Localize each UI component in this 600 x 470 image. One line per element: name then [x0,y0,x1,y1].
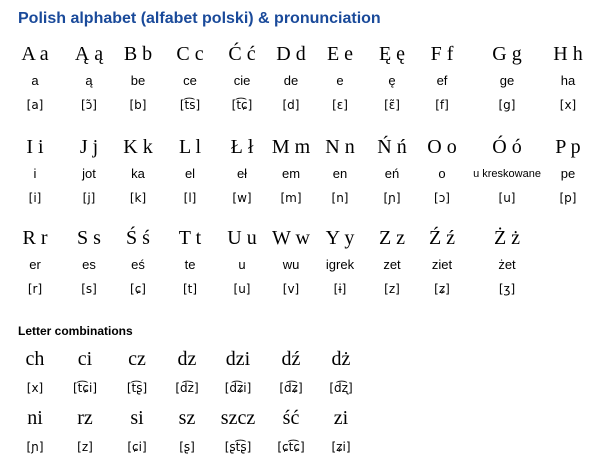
letter-name: żet [498,257,516,272]
letter-ipa: [ɔ̃] [81,98,97,112]
letter-ipa: [g] [498,98,516,112]
combination-ipa: [ʂ] [179,440,195,454]
combination-letters: ci [77,348,93,370]
combination-cell [7,346,63,398]
letter-glyph: Ę ę [378,43,406,65]
letter-ipa: [ʑ] [434,282,450,296]
letter-glyph: F f [430,43,454,65]
letter-cell [164,225,216,299]
page-title: Polish alphabet (alfabet polski) & pronunciation [18,10,381,27]
letter-glyph: Ó ó [492,136,522,158]
letter-ipa: [z] [384,282,400,296]
letter-name: ef [436,73,448,88]
combination-cell [109,405,165,457]
letter-cell [265,225,317,299]
combination-ipa: [t͡ʂ] [126,381,148,395]
letter-name: zet [383,257,401,272]
combination-ipa: [ʑi] [331,440,351,454]
combination-ipa: [z] [77,440,93,454]
letter-name: wu [282,257,300,272]
combination-ipa: [ɕt͡ɕ] [277,440,305,454]
letter-cell [9,225,61,299]
letter-ipa: [u] [498,191,516,205]
letter-cell [112,41,164,115]
letter-glyph: J j [79,136,99,158]
letter-glyph: K k [123,136,153,158]
letter-glyph: A a [21,43,49,65]
letter-cell [164,41,216,115]
letter-ipa: [l] [183,191,197,205]
combination-letters: dzi [225,348,251,370]
letter-ipa: [ɛ̃] [384,98,400,112]
letter-ipa: [d] [282,98,300,112]
combination-letters: rz [77,407,93,429]
combination-ipa: [t͡ɕi] [73,381,97,395]
letter-glyph: Ć ć [228,43,256,65]
letter-name: el [184,166,196,181]
letter-cell [481,41,533,115]
letter-glyph: M m [271,136,311,158]
combination-cell [263,346,319,398]
letter-name: eń [384,166,400,181]
combination-letters: ść [282,407,300,429]
letter-name: eł [236,166,248,181]
letter-cell [265,134,317,208]
combination-letters: dź [281,348,301,370]
letter-glyph: Ł ł [230,136,254,158]
letter-glyph: I i [26,136,44,158]
letter-name: o [438,166,446,181]
letter-glyph: B b [123,43,153,65]
letter-cell [63,225,115,299]
letter-glyph: P p [555,136,581,158]
letter-name: de [283,73,299,88]
letter-name: ą [85,73,93,88]
letter-glyph: O o [427,136,457,158]
combination-cell [210,405,266,457]
letter-cell [416,41,468,115]
letter-name: jot [82,166,96,181]
letter-glyph: L l [178,136,202,158]
letter-cell [366,41,418,115]
letter-ipa: [t] [182,282,198,296]
combination-ipa: [d͡ʑi] [224,381,252,395]
letter-ipa: [ɕ] [130,282,146,296]
letter-glyph: T t [178,227,202,249]
letter-glyph: Ą ą [74,43,104,65]
letter-ipa: [ɔ] [434,191,450,205]
combination-cell [313,405,369,457]
combination-ipa: [d͡z] [175,381,199,395]
letter-cell [164,134,216,208]
letter-ipa: [a] [26,98,44,112]
letter-ipa: [x] [559,98,577,112]
letter-glyph: W w [272,227,310,249]
letter-glyph: E e [326,43,354,65]
combination-letters: ch [25,348,45,370]
letter-cell [314,134,366,208]
letter-ipa: [m] [280,191,302,205]
combination-cell [7,405,63,457]
letter-ipa: [w] [232,191,252,205]
letter-ipa: [ʒ] [498,282,516,296]
letter-ipa: [r] [27,282,43,296]
letter-ipa: [t͡s] [179,98,201,112]
letter-name: a [31,73,39,88]
letter-name: en [332,166,348,181]
combination-cell [210,346,266,398]
letter-name: e [336,73,344,88]
letter-cell [216,225,268,299]
letter-ipa: [ɛ] [332,98,348,112]
letter-glyph: Y y [325,227,355,249]
letter-cell [366,134,418,208]
combination-cell [263,405,319,457]
combination-ipa: [d͡ʑ] [279,381,303,395]
letter-glyph: Z z [378,227,406,249]
letter-glyph: U u [227,227,257,249]
letter-ipa: [u] [233,282,251,296]
letter-cell [63,41,115,115]
letter-glyph: Ś ś [126,227,150,249]
letter-ipa: [p] [559,191,577,205]
letter-ipa: [k] [129,191,147,205]
combination-letters: cz [128,348,146,370]
letter-name: ge [499,73,515,88]
letter-glyph: N n [325,136,355,158]
letter-name: er [29,257,41,272]
combination-ipa: [ɲ] [26,440,44,454]
letter-name: ce [183,73,197,88]
letter-ipa: [j] [82,191,96,205]
letter-name: u kreskowane [473,168,541,180]
letter-cell [481,225,533,299]
combination-cell [57,346,113,398]
combination-letters: zi [333,407,349,429]
letter-cell [314,225,366,299]
letter-glyph: Ż ż [493,227,521,249]
letter-name: ha [560,73,576,88]
letter-name: igrek [325,257,355,272]
letter-name: ziet [431,257,453,272]
combination-letters: si [130,407,144,429]
letter-name: be [130,73,146,88]
combination-ipa: [ɕi] [127,440,147,454]
letter-cell [542,41,594,115]
combination-cell [159,405,215,457]
letter-name: cie [233,73,251,88]
letter-cell [314,41,366,115]
letter-ipa: [ɲ] [383,191,401,205]
letter-name: es [82,257,96,272]
letter-glyph: C c [176,43,204,65]
letter-name: eś [131,257,145,272]
letter-cell [265,41,317,115]
letter-name: em [281,166,301,181]
letter-cell [112,225,164,299]
letter-cell [63,134,115,208]
combination-ipa: [x] [26,381,44,395]
combination-cell [57,405,113,457]
letter-ipa: [v] [282,282,300,296]
combination-letters: ni [27,407,43,429]
letter-name: u [238,257,246,272]
combination-letters: szcz [220,407,256,429]
letter-cell [366,225,418,299]
letter-ipa: [s] [81,282,97,296]
combination-cell [313,346,369,398]
combination-letters: dż [331,348,351,370]
letter-ipa: [b] [129,98,147,112]
combination-cell [109,346,165,398]
letter-glyph: R r [22,227,48,249]
letter-glyph: Ź ź [428,227,456,249]
letter-name: ę [388,73,396,88]
letter-cell [9,134,61,208]
letter-cell [416,225,468,299]
letter-ipa: [n] [331,191,349,205]
letter-name: pe [560,166,576,181]
letter-name: ka [131,166,145,181]
letter-ipa: [ɨ] [333,282,347,296]
letter-glyph: H h [553,43,583,65]
combinations-heading: Letter combinations [18,324,133,338]
combination-cell [159,346,215,398]
letter-ipa: [f] [435,98,449,112]
letter-glyph: D d [276,43,306,65]
letter-name: te [184,257,196,272]
combination-ipa: [d͡ʐ] [329,381,353,395]
combination-letters: sz [178,407,196,429]
letter-name: i [33,166,37,181]
letter-ipa: [t͡ɕ] [231,98,253,112]
letter-cell [112,134,164,208]
combination-ipa: [ʂt͡ʂ] [224,440,252,454]
letter-glyph: G g [492,43,522,65]
letter-ipa: [i] [28,191,42,205]
letter-cell [216,41,268,115]
letter-cell [542,134,594,208]
letter-glyph: Ń ń [377,136,407,158]
letter-glyph: S s [77,227,101,249]
letter-cell [216,134,268,208]
combination-letters: dz [177,348,197,370]
letter-cell [9,41,61,115]
